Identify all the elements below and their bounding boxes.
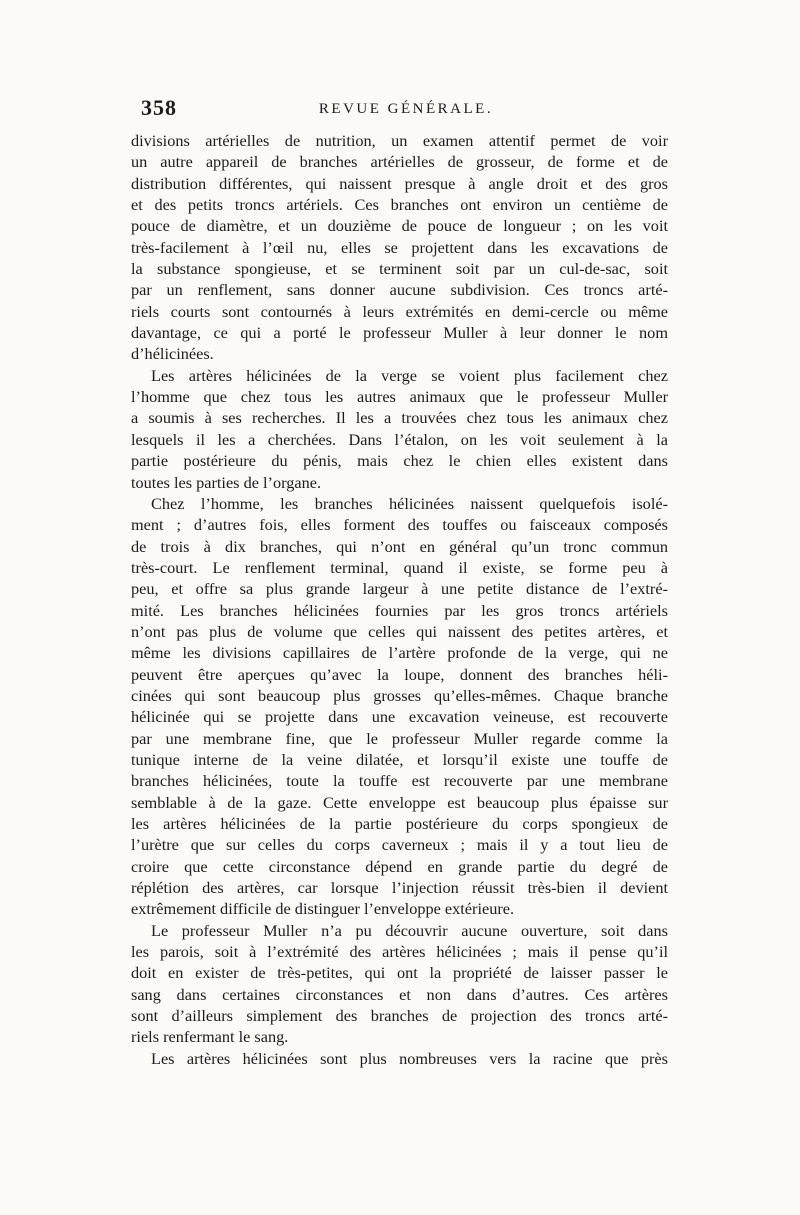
text-line: Les artères hélicinées de la verge se voient plus facilement chez: [151, 365, 668, 385]
text-line: mité. Les branches hélicinées fournies par les gros troncs artériels: [131, 600, 668, 620]
text-line: lesquels il les a cherchées. Dans l’étalon, on les voit seulement à la: [131, 429, 668, 449]
text-line: tunique interne de la veine dilatée, et lorsqu’il existe une touffe de: [131, 749, 668, 769]
body-text: [131, 130, 668, 1069]
text-line: branches hélicinées, toute la touffe est recouverte par une membrane: [131, 771, 668, 791]
text-line: pouce de diamètre, et un douzième de pouce de longueur ; on les voit: [131, 216, 668, 236]
text-line: réplétion des artères, car lorsque l’injection réussit très-bien il devient: [131, 878, 668, 898]
text-line: l’homme que chez tous les autres animaux que le professeur Muller: [131, 387, 668, 407]
text-line: Le professeur Muller n’a pu découvrir aucune ouverture, soit dans: [151, 920, 668, 940]
text-line: Chez l’homme, les branches hélicinées naissent quelquefois isolé-: [151, 493, 668, 513]
page-number: 358: [141, 95, 177, 120]
text-line: les parois, soit à l’extrémité des artères hélicinées ; mais il pense qu’il: [131, 942, 668, 962]
text-line: croire que cette circonstance dépend en grande partie du degré de: [131, 856, 668, 876]
paragraph: [131, 365, 668, 493]
text-line: par une membrane fine, que le professeur Muller regarde comme la: [131, 728, 668, 748]
text-line: très-facilement à l’œil nu, elles se projettent dans les excavations de: [131, 237, 668, 257]
text-line: riels courts sont contournés à leurs extrémités en demi-cercle ou même: [131, 301, 668, 321]
text-line: sang dans certaines circonstances et non dans d’autres. Ces artères: [131, 984, 668, 1004]
paragraph: [131, 130, 668, 365]
text-line: divisions artérielles de nutrition, un examen attentif permet de voir: [131, 131, 668, 150]
paragraph: [131, 1048, 668, 1069]
text-line: même les divisions capillaires de l’artère profonde de la verge, qui ne: [131, 643, 668, 663]
text-line: cinées qui sont beaucoup plus grosses qu’elles-mêmes. Chaque branche: [131, 685, 668, 705]
text-line: doit en exister de très-petites, qui ont la propriété de laisser passer le: [131, 963, 668, 983]
text-line: par un renflement, sans donner aucune subdivision. Ces troncs arté-: [131, 280, 668, 300]
text-line: peuvent être aperçues qu’avec la loupe, donnent des branches héli-: [131, 664, 668, 684]
text-line: semblable à de la gaze. Cette enveloppe est beaucoup plus épaisse sur: [131, 792, 668, 812]
running-head: REVUE GÉNÉRALE.: [318, 101, 494, 117]
text-line: peu, et offre sa plus grande largeur à une petite distance de l’extré-: [131, 579, 668, 599]
text-line: de trois à dix branches, qui n’ont en général qu’un tronc commun: [131, 536, 668, 556]
text-line: sont d’ailleurs simplement des branches de projection des troncs arté-: [131, 1006, 668, 1026]
text-line: Les artères hélicinées sont plus nombreuses vers la racine que près: [151, 1048, 668, 1068]
text-line: riels renfermant le sang.: [131, 1027, 289, 1047]
text-line: extrêmement difficile de distinguer l’enveloppe extérieure.: [131, 899, 515, 919]
text-line: davantage, ce qui a porté le professeur Muller à leur donner le nom: [131, 323, 668, 343]
paragraph: [131, 493, 668, 920]
paragraph: [131, 920, 668, 1048]
text-line: ment ; d’autres fois, elles forment des touffes ou faisceaux composés: [131, 515, 668, 535]
text-line: la substance spongieuse, et se terminent soit par un cul-de-sac, soit: [131, 259, 668, 279]
text-line: un autre appareil de branches artérielles de grosseur, de forme et de: [131, 152, 668, 172]
text-line: les artères hélicinées de la partie postérieure du corps spongieux de: [131, 814, 668, 833]
text-line: distribution différentes, qui naissent presque à angle droit et des gros: [131, 173, 668, 193]
text-line: toutes les parties de l’organe.: [131, 472, 322, 492]
text-line: n’ont pas plus de volume que celles qui naissent des petites artères, et: [131, 621, 668, 641]
text-line: et des petits troncs artériels. Ces branches ont environ un centième de: [131, 195, 668, 215]
text-line: l’urètre que sur celles du corps caverneux ; mais il y a tout lieu de: [131, 835, 668, 855]
text-line: a soumis à ses recherches. Il les a trouvées chez tous les animaux chez: [131, 408, 668, 428]
text-line: partie postérieure du pénis, mais chez le chien elles existent dans: [131, 451, 668, 471]
text-line: hélicinée qui se projette dans une excavation veineuse, est recouverte: [131, 707, 668, 727]
text-line: d’hélicinées.: [131, 344, 214, 364]
page-header: [141, 95, 671, 123]
text-line: très-court. Le renflement terminal, quand il existe, se forme peu à: [131, 557, 668, 577]
